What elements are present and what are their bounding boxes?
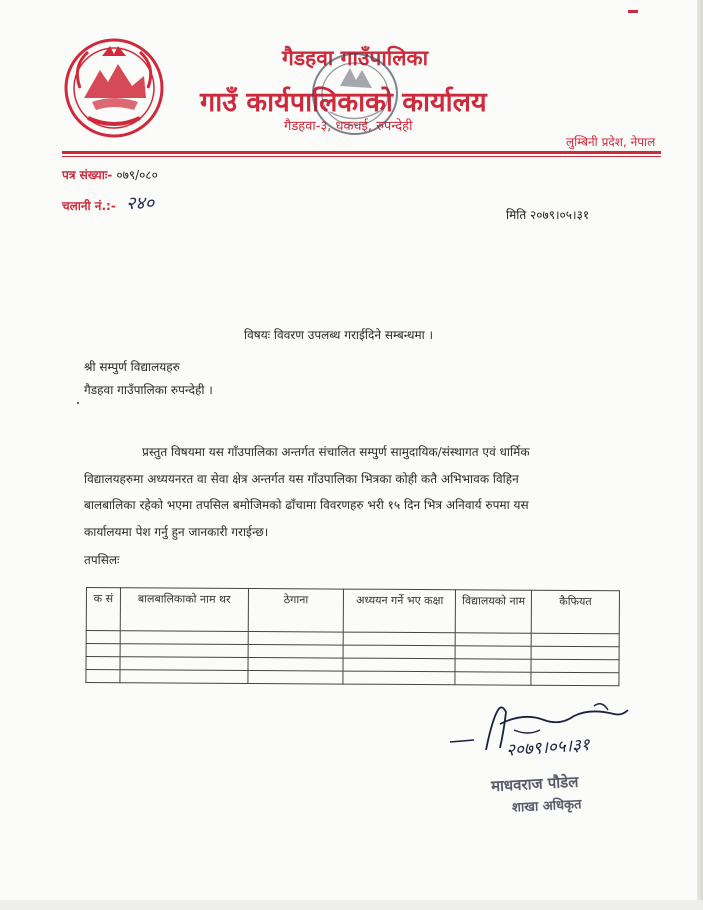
office-name: गाउँ कार्यपालिकाको कार्यालय bbox=[200, 87, 487, 118]
scan-mark bbox=[628, 10, 638, 13]
col-header-remarks: कैफियत bbox=[531, 590, 619, 634]
header-rule-thin bbox=[62, 156, 661, 157]
nepal-emblem-logo bbox=[62, 36, 166, 140]
table-header-row bbox=[86, 588, 619, 634]
province-name: लुम्बिनी प्रदेश, नेपाल bbox=[566, 135, 656, 149]
body-line: कार्यालयमा पेश गर्नु हुन जानकारी गराईन्छ। bbox=[84, 524, 269, 539]
dispatch-number-label: चलानी नं.:- bbox=[62, 199, 116, 213]
col-header-class: अध्ययन गर्ने भए कक्षा bbox=[344, 589, 456, 633]
letter-number-label: पत्र संख्याः- bbox=[62, 168, 113, 182]
signatory-role: शाखा अधिकृत bbox=[511, 797, 582, 816]
col-header-address: ठेगाना bbox=[248, 588, 344, 632]
letter-date: मिति २०७९।०५।३१ bbox=[506, 208, 590, 222]
letter-body bbox=[84, 439, 624, 545]
addressee-line-2: गैडहवा गाउँपालिका रुपन्देही । bbox=[84, 383, 213, 397]
municipality-name: गैडहवा गाउँपालिका bbox=[282, 46, 429, 70]
addressee-line-1: श्री सम्पुर्ण विद्यालयहरु bbox=[84, 360, 180, 374]
table-row bbox=[86, 670, 619, 686]
office-seal-stamp bbox=[300, 46, 410, 142]
header-rule bbox=[62, 151, 661, 154]
col-header-child-name: बालबालिकाको नाम थर bbox=[120, 588, 248, 632]
col-header-serial: क सं bbox=[86, 588, 120, 631]
body-line: बालबालिका रहेको भएमा तपसिल बमोजिमको ढाँचामा विवरणहरु भरी १५ दिन भित्र अनिवार्य रुपमा यस bbox=[84, 498, 529, 512]
details-table bbox=[85, 587, 620, 686]
signature-date: २०७९।०५।३१ bbox=[505, 735, 591, 761]
col-header-school: विद्यालयको नाम bbox=[455, 590, 531, 633]
body-line: प्रस्तुत विषयमा यस गाँउपालिका अन्तर्गत संचालित सम्पुर्ण सामुदायिक/संस्थागत एवं धार्मिक bbox=[142, 445, 530, 459]
letter-number-value: ०७९/०८० bbox=[116, 168, 158, 182]
letter-subject: विषयः विवरण उपलब्ध गराईदिने सम्बन्धमा । bbox=[244, 328, 434, 342]
schedule-label: तपसिलः bbox=[84, 553, 120, 567]
scan-edge bbox=[697, 0, 703, 910]
office-address: गैडहवा-३, धकधई, रुपन्देही bbox=[284, 119, 413, 134]
scan-edge-bottom bbox=[0, 900, 703, 910]
dispatch-number-handwritten: २४० bbox=[126, 193, 155, 214]
body-line: विद्यालयहरुमा अध्ययनरत वा सेवा क्षेत्र अन्तर्गत यस गाँउपालिका भित्रका कोही कतै अभिभावक विहिन bbox=[84, 471, 519, 486]
signatory-name: माधवराज पौडेल bbox=[490, 772, 579, 796]
letter-number bbox=[62, 166, 158, 183]
scan-speck bbox=[77, 402, 79, 404]
